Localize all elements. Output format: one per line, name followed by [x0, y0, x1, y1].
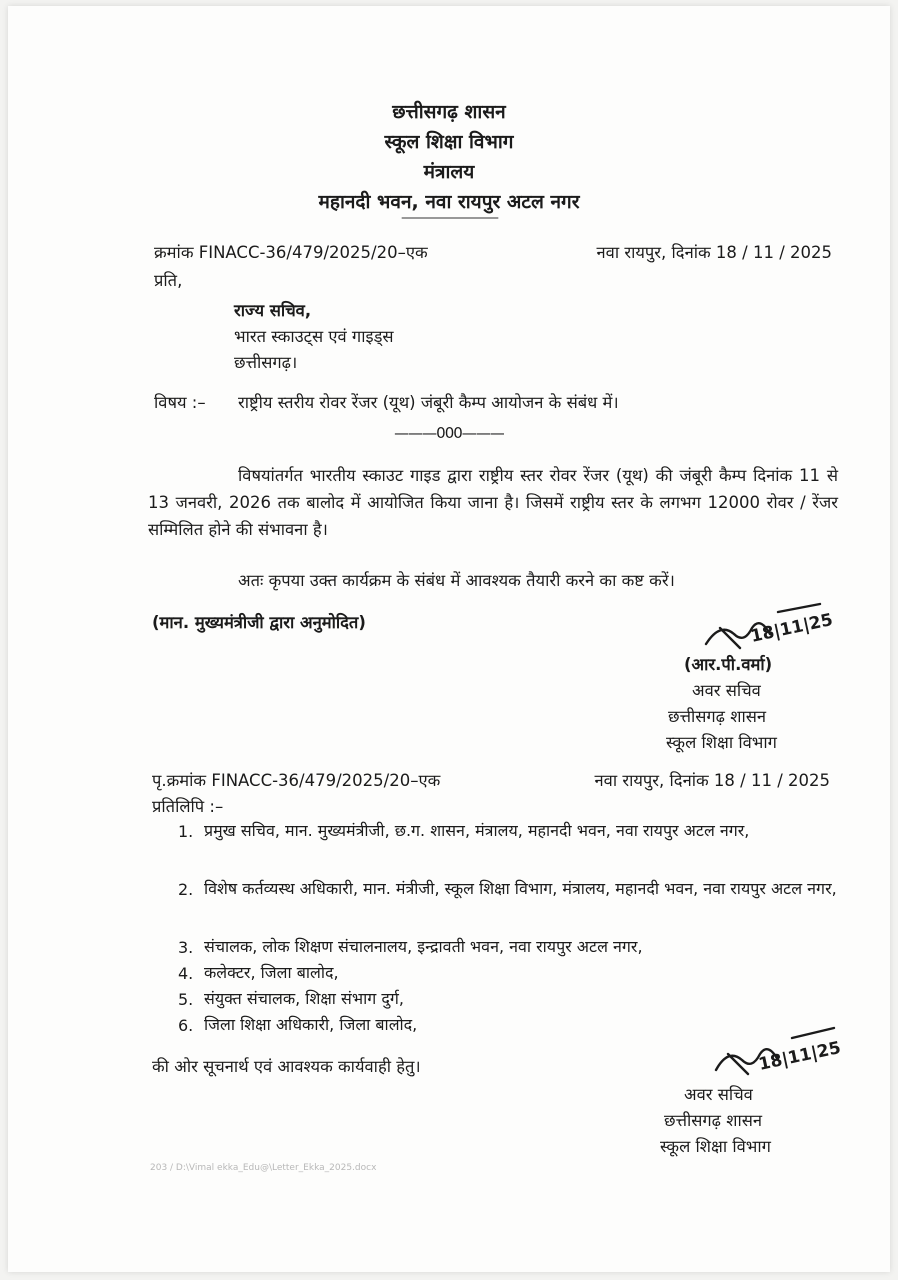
- recipient-prefix: प्रति,: [154, 271, 183, 290]
- closing-line: की ओर सूचनार्थ एवं आवश्यक कार्यवाही हेतु।: [152, 1057, 421, 1076]
- body-paragraph-1: विषयांतर्गत भारतीय स्काउट गाइड द्वारा राष्ट्रीय स्तर रोवर रेंजर (यूथ) की जंबूरी कैम्प दिनांक 11 से 13 जनवरी, 2026 तक बालोद में आयोजित किया जाना है। जिसमें राष्ट्रीय स्तर के लगभग 12000 रोवर / रेंजर सम्मिलित होने की संभावना है।: [148, 466, 838, 539]
- signature-1-drawing: [700, 604, 835, 654]
- header-address: महानदी भवन, नवा रायपुर अटल नगर: [318, 191, 580, 213]
- recipient-title: राज्य सचिव,: [234, 301, 312, 320]
- header-govt: छत्तीसगढ़ शासन: [392, 101, 506, 123]
- signatory-govt: छत्तीसगढ़ शासन: [668, 707, 767, 726]
- signatory-2-designation: अवर सचिव: [684, 1085, 753, 1104]
- letter-page: [8, 6, 890, 1272]
- header-rule: ————————: [401, 210, 497, 226]
- signatory-name: (आर.पी.वर्मा): [684, 655, 773, 674]
- signatory-designation: अवर सचिव: [692, 681, 761, 700]
- separator: ———000———: [394, 424, 504, 442]
- signature-2-drawing: [710, 1028, 843, 1078]
- copy-item-number: 2.: [178, 880, 194, 899]
- copy-item: प्रमुख सचिव, मान. मुख्यमंत्रीजी, छ.ग. शासन, मंत्रालय, महानदी भवन, नवा रायपुर अटल नगर,: [204, 821, 750, 840]
- copy-item: विशेष कर्तव्यस्थ अधिकारी, मान. मंत्रीजी, स्कूल शिक्षा विभाग, मंत्रालय, महानदी भवन, नवा रायपुर अटल नगर,: [204, 879, 837, 898]
- signatory-dept: स्कूल शिक्षा विभाग: [666, 733, 777, 752]
- copy-item-number: 3.: [178, 938, 194, 957]
- subject-text: राष्ट्रीय स्तरीय रोवर रेंजर (यूथ) जंबूरी कैम्प आयोजन के संबंध में।: [238, 393, 619, 412]
- copy-item: कलेक्टर, जिला बालोद,: [204, 963, 339, 982]
- reference-date: नवा रायपुर, दिनांक 18 / 11 / 2025: [596, 243, 832, 262]
- copy-item: जिला शिक्षा अधिकारी, जिला बालोद,: [204, 1015, 418, 1034]
- copy-item: संचालक, लोक शिक्षण संचालनालय, इन्द्रावती भवन, नवा रायपुर अटल नगर,: [204, 937, 643, 956]
- copy-item: संयुक्त संचालक, शिक्षा संभाग दुर्ग,: [204, 989, 404, 1008]
- endorsement-number: पृ.क्रमांक FINACC-36/479/2025/20–एक: [152, 771, 441, 790]
- copy-item-number: 1.: [178, 822, 194, 841]
- body-paragraph-2: अतः कृपया उक्त कार्यक्रम के संबंध में आवश्यक तैयारी करने का कष्ट करें।: [238, 571, 675, 590]
- signature-1-date: 18|11|25: [748, 609, 835, 647]
- signatory-2-dept: स्कूल शिक्षा विभाग: [660, 1137, 771, 1156]
- file-path-footer: 203 / D:\Vimal ekka_Edu@\Letter_Ekka_2025.docx: [150, 1163, 377, 1173]
- recipient-org: भारत स्काउट्स एवं गाइड्स: [234, 327, 394, 346]
- signature-2-date: 18|11|25: [756, 1037, 843, 1075]
- approval-note: (मान. मुख्यमंत्रीजी द्वारा अनुमोदित): [152, 613, 366, 632]
- copy-item-number: 5.: [178, 990, 194, 1009]
- copy-to-label: प्रतिलिपि :–: [152, 797, 224, 816]
- header-department: स्कूल शिक्षा विभाग: [384, 131, 514, 153]
- copy-item-number: 6.: [178, 1016, 194, 1035]
- reference-number: क्रमांक FINACC-36/479/2025/20–एक: [154, 243, 428, 262]
- subject-label: विषय :–: [154, 393, 206, 412]
- signatory-2-govt: छत्तीसगढ़ शासन: [664, 1111, 763, 1130]
- recipient-state: छत्तीसगढ़।: [234, 353, 298, 372]
- header-ministry: मंत्रालय: [423, 161, 475, 183]
- copy-item-number: 4.: [178, 964, 194, 983]
- endorsement-date: नवा रायपुर, दिनांक 18 / 11 / 2025: [594, 771, 830, 790]
